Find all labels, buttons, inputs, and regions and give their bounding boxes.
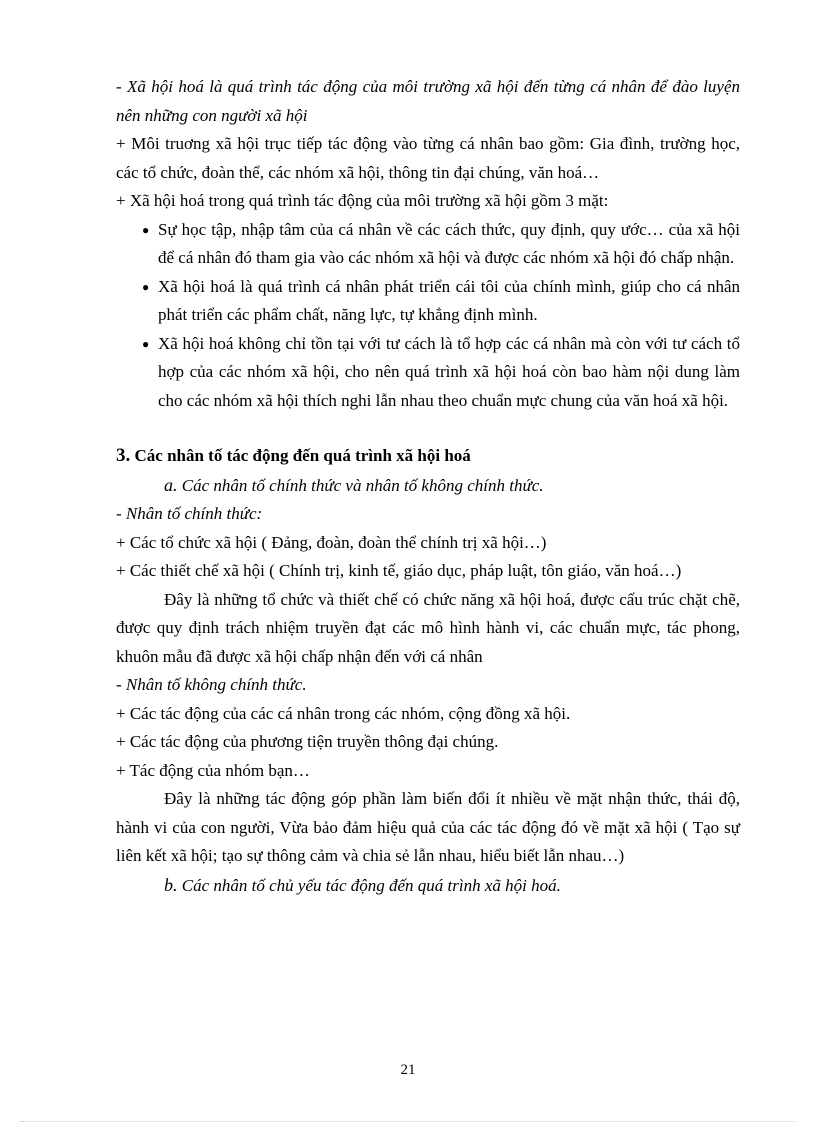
formal-factors-label: - Nhân tố chính thức: [116,504,263,523]
section-number: 3. [116,445,131,466]
subsection-b-heading [116,871,740,901]
subsection-title: Các nhân tố chủ yếu tác động đến quá trình xã hội hoá. [181,875,561,895]
subsection-letter: b. [164,874,178,895]
bullet-icon: ● [142,279,150,294]
section-title: Các nhân tố tác động đến quá trình xã hội hoá [134,446,471,465]
list-item [116,216,740,273]
subsection-a-heading [116,471,740,501]
page-bottom-divider [20,1121,796,1122]
list-item-text: Sự học tập, nhập tâm của cá nhân về các cách thức, quy định, quy ước… của xã hội để cá nhân đó tham gia vào các nhóm xã hội và được các nhóm xã hội đó chấp nhận. [158,219,740,267]
intro-definition: - Xã hội hoá là quá trình tác động của môi trường xã hội đến từng cá nhân để đào luyện nên những con người xã hội [116,77,740,125]
section-3-heading [116,442,740,471]
subsection-title: Các nhân tố chính thức và nhân tố không chính thức. [181,475,544,495]
bullet-icon: ● [142,222,150,237]
aspects-list [116,216,740,416]
subsection-letter: a. [164,474,178,495]
formal-factor-item: + Các thiết chế xã hội ( Chính trị, kinh tế, giáo dục, pháp luật, tôn giáo, văn hoá…) [116,561,682,580]
social-environment-paragraph: + Môi truơng xã hội trục tiếp tác động vào từng cá nhân bao gồm: Gia đình, trường học, các tổ chức, đoàn thể, các nhóm xã hội, thông tin đại chúng, văn hoá… [116,134,740,182]
document-body [116,73,740,900]
informal-factor-item: + Các tác động của phương tiện truyền thông đại chúng. [116,732,499,751]
list-item-text: Xã hội hoá không chỉ tồn tại với tư cách là tổ hợp các cá nhân mà còn với tư cách tổ hợp của các nhóm xã hội, cho nên quá trình xã hội hoá còn bao hàm nội dung làm cho các nhóm xã hội thích nghi lẫn nhau theo chuẩn mực chung của văn hoá xã hội. [158,333,740,410]
page-number: 21 [400,1062,416,1078]
informal-factors-label: - Nhân tố không chính thức. [116,675,307,694]
list-item [116,330,740,416]
informal-factors-paragraph: Đây là những tác động góp phần làm biến đổi ít nhiều về mặt nhận thức, thái độ, hành vi của con người, Vừa bảo đảm hiệu quả của các tác động đó về mặt xã hội ( Tạo sự liên kết xã hội; tạo sự thông cảm và chia sẻ lẫn nhau, hiểu biết lẫn nhau…) [116,789,740,865]
three-aspects-paragraph: + Xã hội hoá trong quá trình tác động của môi trường xã hội gồm 3 mặt: [116,191,609,210]
informal-factor-item: + Các tác động của các cá nhân trong các nhóm, cộng đồng xã hội. [116,703,571,723]
formal-factor-item: + Các tổ chức xã hội ( Đảng, đoàn, đoàn thể chính trị xã hội…) [116,532,547,552]
bullet-icon: ● [142,336,150,351]
list-item [116,273,740,330]
list-item-text: Xã hội hoá là quá trình cá nhân phát triển cái tôi của chính mình, giúp cho cá nhân phát triển các phẩm chất, năng lực, tự khẳng định mình. [158,276,740,324]
informal-factor-item: + Tác động của nhóm bạn… [116,760,310,780]
formal-factors-paragraph: Đây là những tổ chức và thiết chế có chức năng xã hội hoá, được cấu trúc chặt chẽ, được quy định trách nhiệm truyền đạt các mô hình hành vi, các chuẩn mực, tác phong, khuôn mẫu đã được xã hội chấp nhận đến với cá nhân [116,589,740,666]
